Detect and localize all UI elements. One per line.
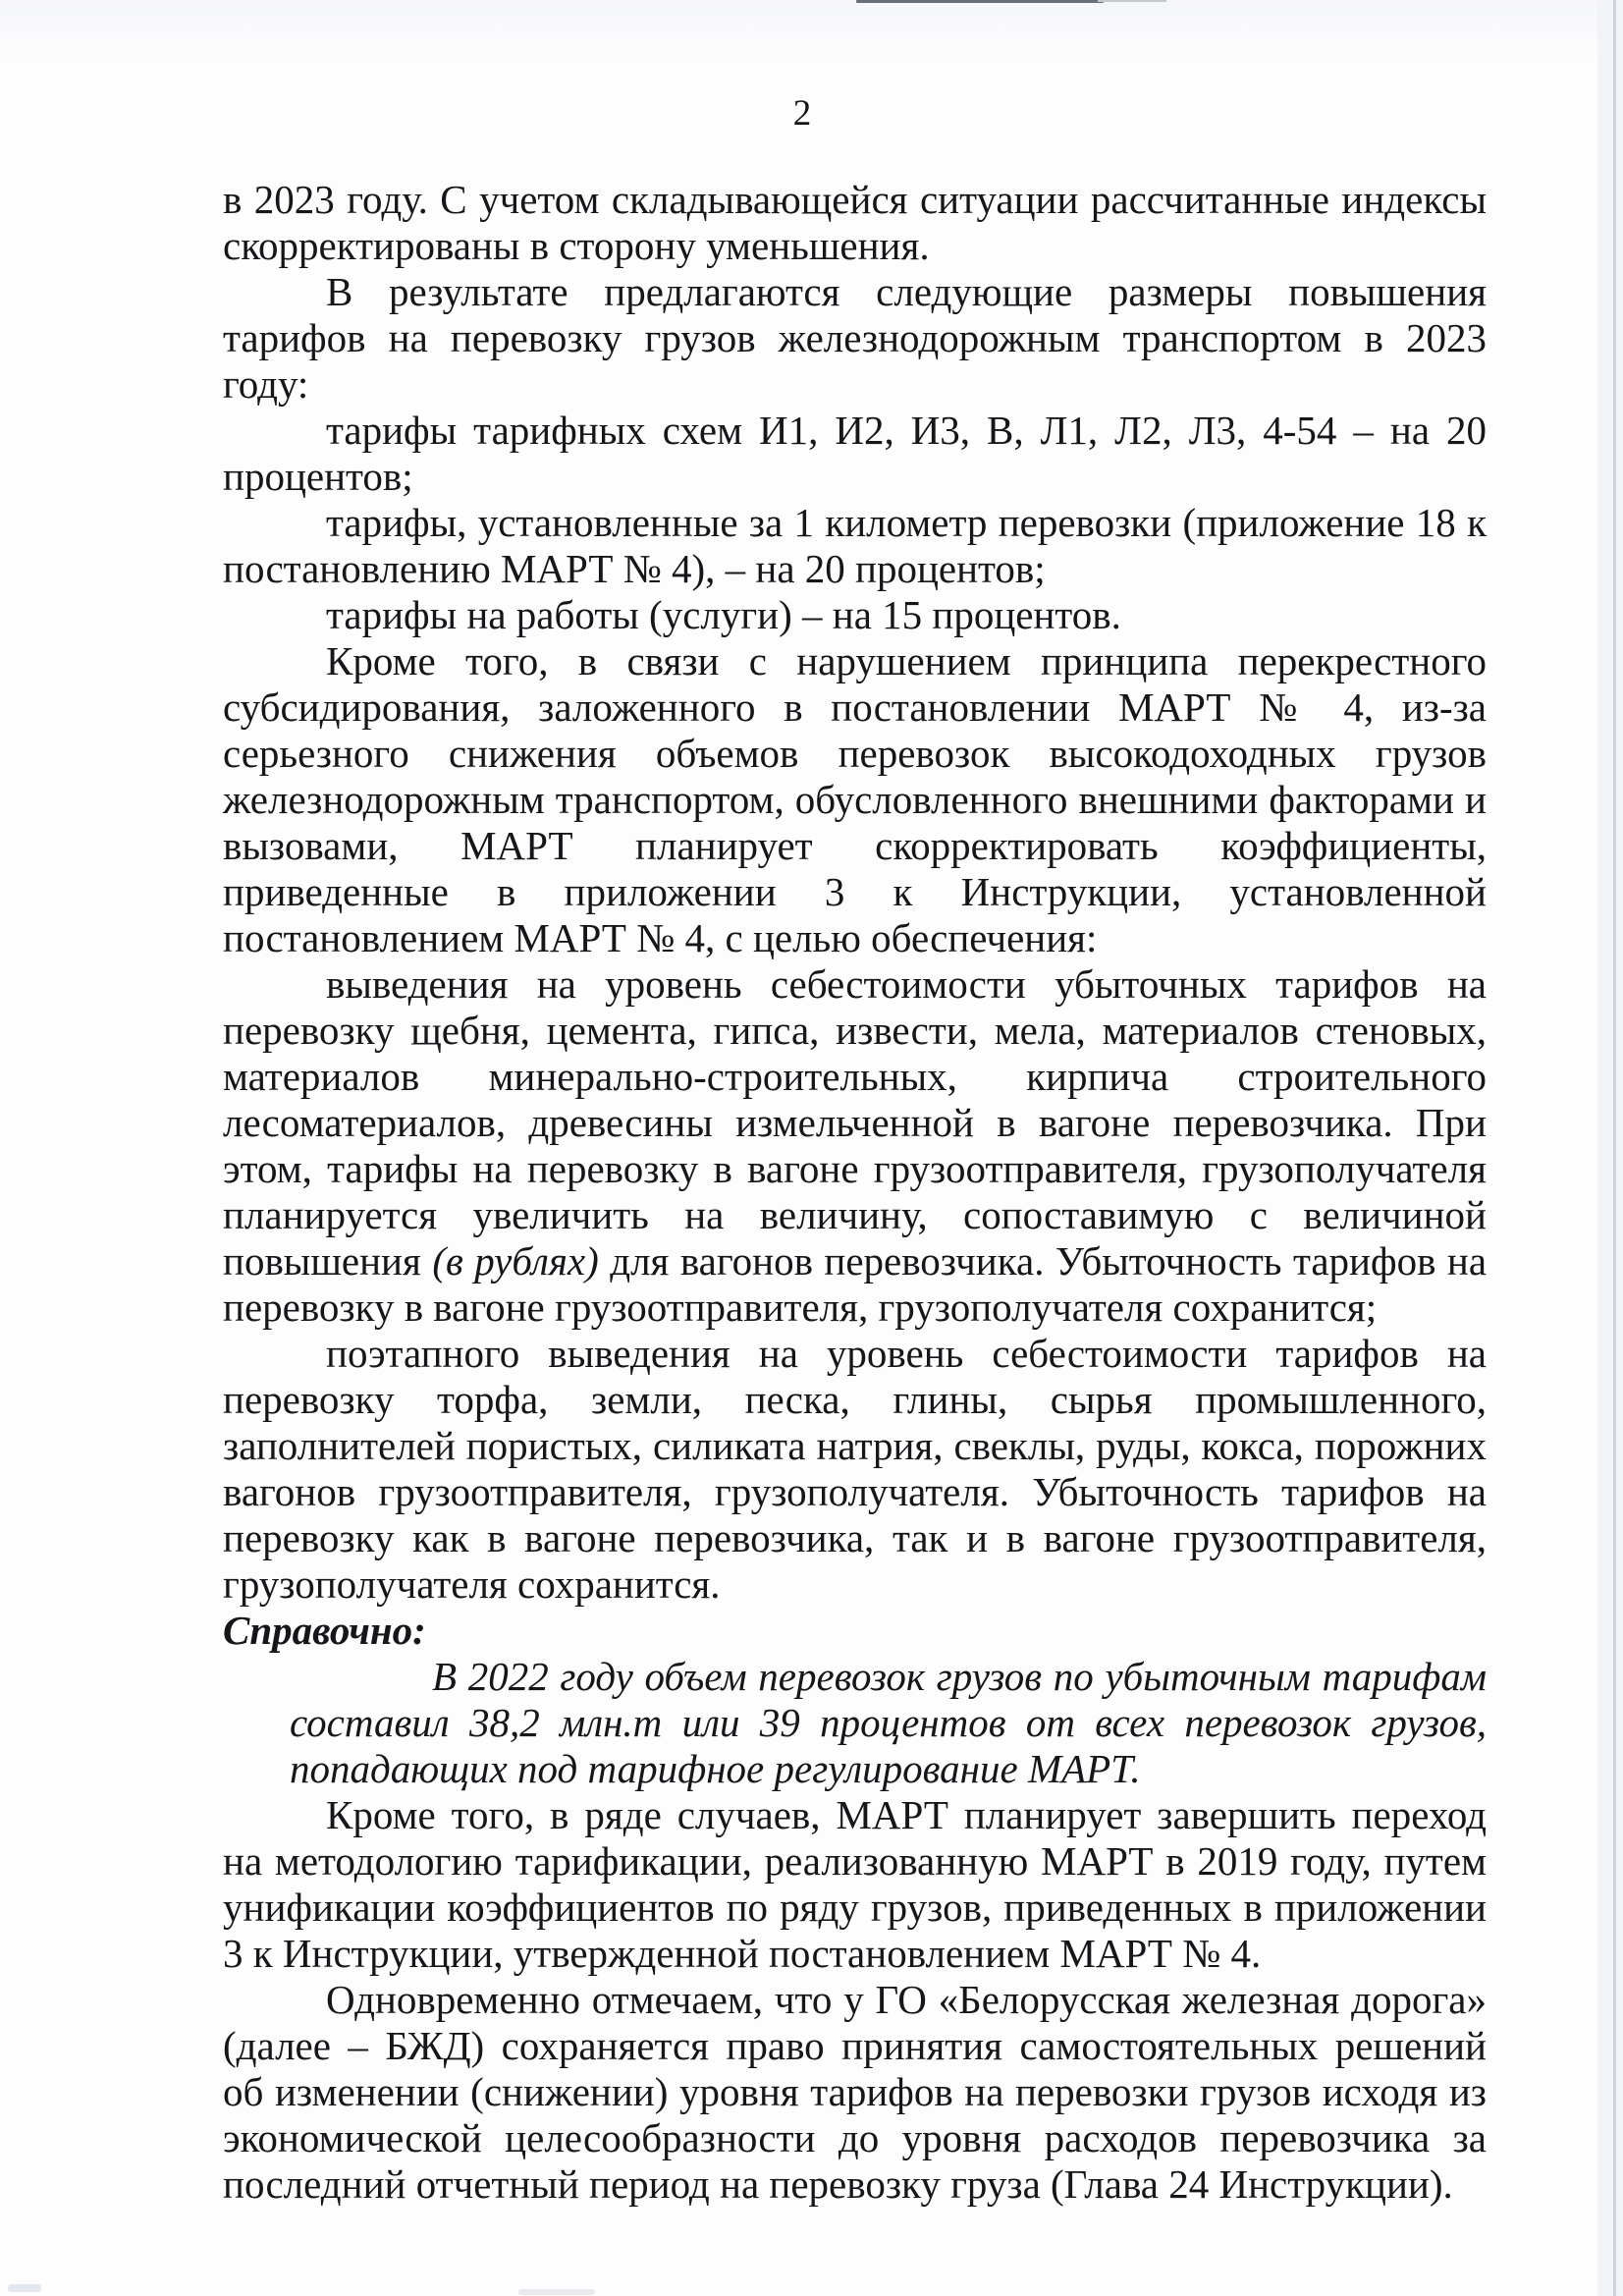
paragraph-methodology-transition: Кроме того, в ряде случаев, МАРТ планирует завершить переход на методологию тарификации, реализованную МАРТ в 2019 году, путем унификации коэффициентов по ряду грузов, приведенных в приложении 3 к Инструкции, утвержденной постановлением МАРТ № 4. <box>223 1792 1487 1976</box>
paragraph-tariff-schemes-item: тарифы тарифных схем И1, И2, И3, В, Л1, Л2, Л3, 4-54 – на 20 процентов; <box>223 408 1487 499</box>
paper-tint <box>0 0 1623 69</box>
scan-artifact-right-band <box>1597 0 1623 2296</box>
scan-artifact-bottom-left-smudge <box>8 2284 41 2292</box>
paragraph-text-segment: для вагонов перевозчика. Убыточность тарифов на перевозку в вагоне грузоотправителя, грузополучателя сохранится; <box>223 1238 1488 1330</box>
reference-note: В 2022 году объем перевозок грузов по убыточным тарифам составил 38,2 млн.т или 39 процентов от всех перевозок грузов, попадающих под тарифное регулирование МАРТ. <box>290 1654 1487 1791</box>
paragraph-belarusian-railway-rights: Одновременно отмечаем, что у ГО «Белорусская железная дорога» (далее – БЖД) сохраняется право принятия самостоятельных решений об изменении (снижении) уровня тарифов на перевозки грузов исходя из экономической целесообразности до уровня расходов перевозчика за последний отчетный период на перевозку груза (Глава 24 Инструкции). <box>223 1977 1487 2207</box>
scan-artifact-right-line <box>1613 0 1616 2296</box>
paragraph-italic-segment: (в рублях) <box>432 1238 599 1284</box>
paragraph-works-services-tariffs-item: тарифы на работы (услуги) – на 15 процентов. <box>326 592 1121 637</box>
paragraph-per-kilometer-tariffs-item: тарифы, установленные за 1 километр перевозки (приложение 18 к постановлению МАРТ № 4), – на 20 процентов; <box>223 500 1487 591</box>
page-number: 2 <box>792 93 812 134</box>
scan-artifact-top-line-faint <box>1098 0 1166 2</box>
paragraph-tariff-increase-proposal: В результате предлагаются следующие размеры повышения тарифов на перевозку грузов железнодорожным транспортом в 2023 году: <box>223 269 1487 407</box>
reference-heading: Справочно: <box>223 1608 426 1653</box>
paragraph-unprofitable-tariffs <box>223 961 1487 1331</box>
scan-artifact-top-line <box>856 0 1104 3</box>
paragraph-cross-subsidization: Кроме того, в связи с нарушением принципа перекрестного субсидирования, заложенного в постановлении МАРТ № 4, из-за серьезного снижения объемов перевозок высокодоходных грузов железнодорожным транспортом, обусловленного внешними факторами и вызовами, МАРТ планирует скорректировать коэффициенты, приведенные в приложении 3 к Инструкции, установленной постановлением МАРТ № 4, с целью обеспечения: <box>223 638 1487 960</box>
paragraph-intro-continuation: в 2023 году. С учетом складывающейся ситуации рассчитанные индексы скорректированы в сторону уменьшения. <box>223 177 1487 268</box>
paragraph-staged-cost-recovery: поэтапного выведения на уровень себестоимости тарифов на перевозку торфа, земли, песка, глины, сырья промышленного, заполнителей пористых, силиката натрия, свеклы, руды, кокса, порожних вагонов грузоотправителя, грузополучателя. Убыточность тарифов на перевозку как в вагоне перевозчика, так и в вагоне грузоотправителя, грузополучателя сохранится. <box>223 1331 1487 1607</box>
scan-artifact-bottom-smudge <box>518 2289 595 2295</box>
document-body <box>223 177 1487 2208</box>
paragraph-text-segment: выведения на уровень себестоимости убыточных тарифов на перевозку щебня, цемента, гипса, извести, мела, материалов стеновых, материалов минерально-строительных, кирпича строительного лесоматериалов, древесины измельченной в вагоне перевозчика. При этом, тарифы на перевозку в вагоне грузоотправителя, грузополучателя планируется увеличить на величину, сопоставимую с величиной повышения <box>223 961 1487 1284</box>
